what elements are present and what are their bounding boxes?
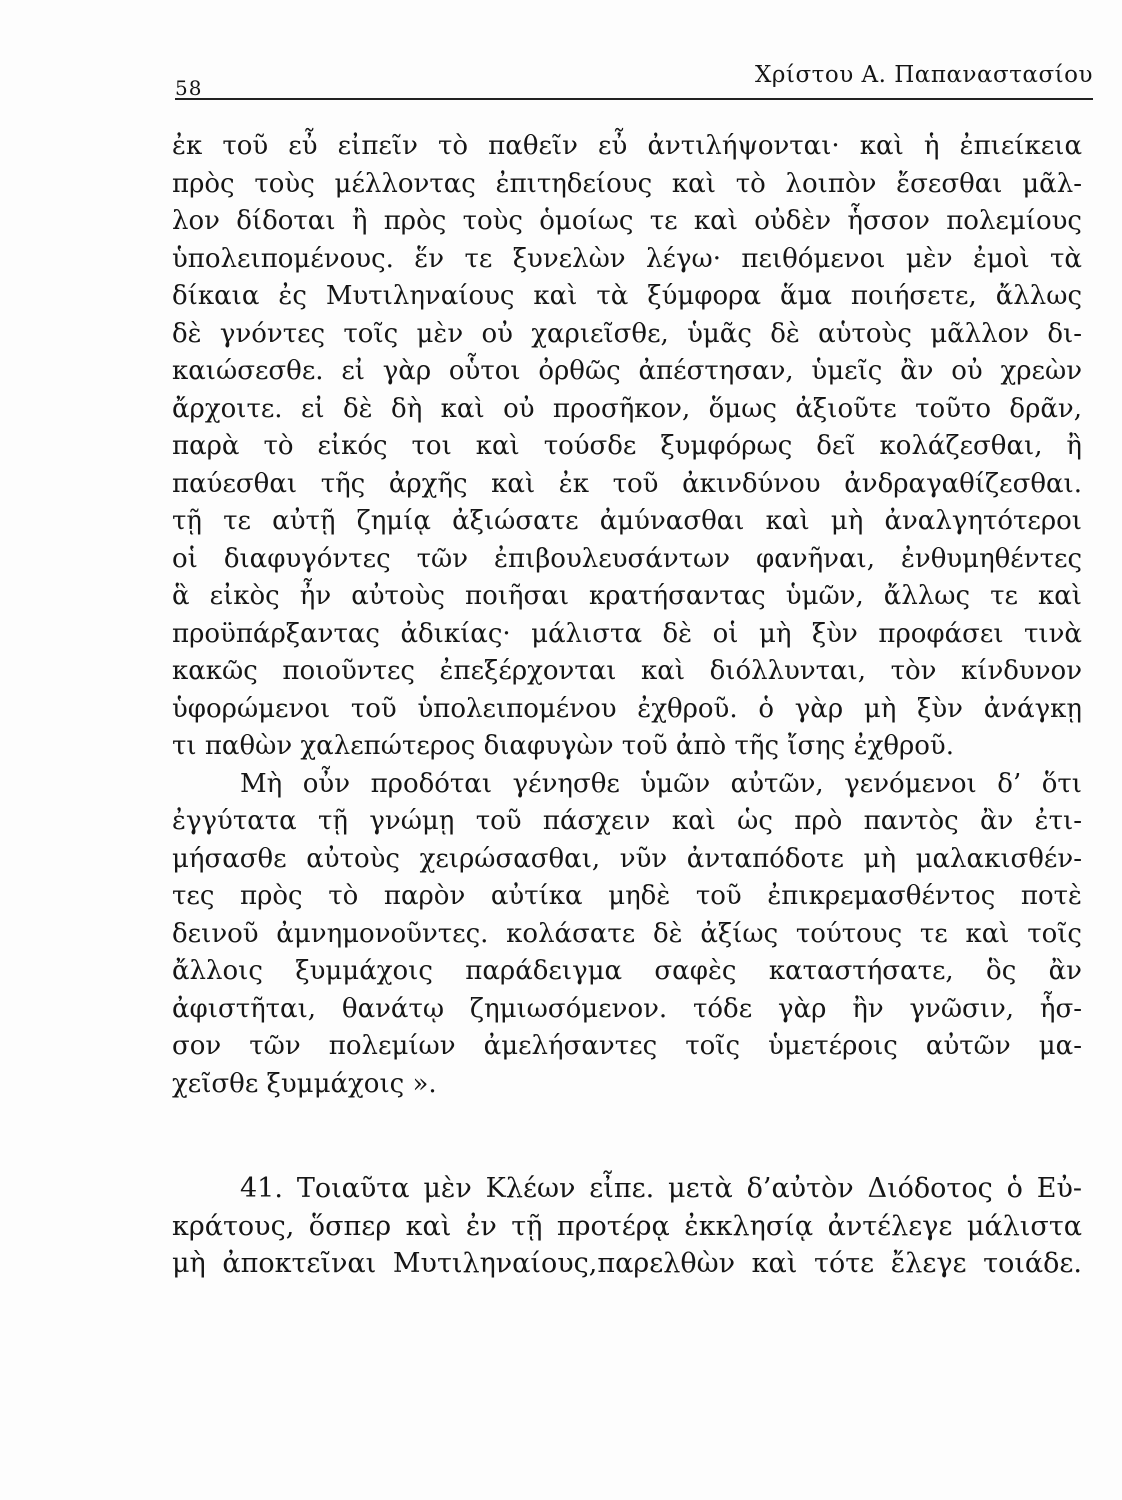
text-line: δίκαια ἐς Μυτιληναίους καὶ τὰ ξύμφορα ἅμα ποιήσετε, ἄλλως: [172, 281, 1082, 311]
text-line: οἱ διαφυγόντες τῶν ἐπιβουλευσάντων φανῆναι, ἐνθυμηθέντες: [172, 543, 1082, 574]
text-line: χεῖσθε ξυμμάχοις ».: [172, 1068, 437, 1099]
text-line: λον δίδοται ἢ πρὸς τοὺς ὁμοίως τε καὶ οὐδὲν ἧσσον πολεμίους: [172, 206, 1082, 236]
text-line: ἃ εἰκὸς ἦν αὐτοὺς ποιῆσαι κρατήσαντας ὑμῶν, ἄλλως τε καὶ: [172, 581, 1082, 611]
text-line: Μὴ οὖν προδόται γένησθε ὑμῶν αὐτῶν, γενόμενοι δ’ ὅτι: [240, 768, 1082, 799]
header-rule: [175, 98, 1093, 100]
text-line: δεινοῦ ἀμνημονοῦντες. κολάσατε δὲ ἀξίως τούτους τε καὶ τοῖς: [172, 918, 1082, 949]
running-head: [175, 62, 1093, 98]
text-line: κακῶς ποιοῦντες ἐπεξέρχονται καὶ διόλλυνται, τὸν κίνδυνον: [172, 656, 1082, 686]
body-text: [172, 128, 1082, 1283]
text-line: ἄλλοις ξυμμάχοις παράδειγμα σαφὲς καταστήσατε, ὃς ἂν: [172, 956, 1082, 986]
text-line: ὑπολειπομένους. ἕν τε ξυνελὼν λέγω· πειθόμενοι μὲν ἐμοὶ τὰ: [172, 243, 1082, 274]
text-line: ἐκ τοῦ εὖ εἰπεῖν τὸ παθεῖν εὖ ἀντιλήψονται· καὶ ἡ ἐπιείκεια: [172, 131, 1082, 161]
text-line: δὲ γνόντες τοῖς μὲν οὐ χαριεῖσθε, ὑμᾶς δὲ αὑτοὺς μᾶλλον δι-: [172, 318, 1082, 349]
page-number: 58: [175, 76, 203, 100]
text-line: ἀφιστῆται, θανάτῳ ζημιωσόμενον. τόδε γὰρ ἢν γνῶσιν, ἧσ-: [172, 993, 1082, 1024]
text-line: παύεσθαι τῆς ἀρχῆς καὶ ἐκ τοῦ ἀκινδύνου ἀνδραγαθίζεσθαι.: [172, 468, 1082, 499]
paragraph: [172, 766, 1082, 1104]
text-line: τι παθὼν χαλεπώτερος διαφυγὼν τοῦ ἀπὸ τῆς ἴσης ἐχθροῦ.: [172, 731, 954, 761]
text-line: μήσασθε αὐτοὺς χειρώσασθαι, νῦν ἀνταπόδοτε μὴ μαλακισθέν-: [172, 843, 1082, 874]
text-line: τῇ τε αὐτῇ ζημίᾳ ἀξιώσατε ἀμύνασθαι καὶ μὴ ἀναλγητότεροι: [172, 506, 1082, 536]
text-line: παρὰ τὸ εἰκός τοι καὶ τούσδε ξυμφόρως δεῖ κολάζεσθαι, ἢ: [172, 431, 1082, 461]
text-line: σον τῶν πολεμίων ἀμελήσαντες τοῖς ὑμετέροις αὐτῶν μα-: [172, 1031, 1082, 1061]
text-line: ἐγγύτατα τῇ γνώμῃ τοῦ πάσχειν καὶ ὡς πρὸ παντὸς ἂν ἐτι-: [172, 806, 1082, 836]
text-line: προϋπάρξαντας ἀδικίας· μάλιστα δὲ οἱ μὴ ξὺν προφάσει τινὰ: [172, 618, 1082, 649]
section-41-paragraph: [172, 1170, 1082, 1283]
section-gap: [172, 1103, 1082, 1170]
running-title: Χρίστου Α. Παπαναστασίου: [755, 62, 1093, 88]
text-line: ὑφορώμενοι τοῦ ὑπολειπομένου ἐχθροῦ. ὁ γὰρ μὴ ξὺν ἀνάγκῃ: [172, 693, 1082, 724]
text-line: καιώσεσθε. εἰ γὰρ οὗτοι ὀρθῶς ἀπέστησαν, ὑμεῖς ἂν οὐ χρεὼν: [172, 356, 1082, 386]
paragraph-continuation: [172, 128, 1082, 766]
text-line: ἄρχοιτε. εἰ δὲ δὴ καὶ οὐ προσῆκον, ὅμως ἀξιοῦτε τοῦτο δρᾶν,: [172, 393, 1082, 424]
text-line: τες πρὸς τὸ παρὸν αὐτίκα μηδὲ τοῦ ἐπικρεμασθέντος ποτὲ: [172, 881, 1082, 911]
text-line: κράτους, ὅσπερ καὶ ἐν τῇ προτέρᾳ ἐκκλησίᾳ ἀντέλεγε μάλιστα: [172, 1210, 1082, 1242]
text-line: 41. Τοιαῦτα μὲν Κλέων εἶπε. μετὰ δ’αὐτὸν Διόδοτος ὁ Εὐ-: [240, 1173, 1082, 1204]
text-line: μὴ ἀποκτεῖναι Μυτιληναίους,παρελθὼν καὶ τότε ἔλεγε τοιάδε.: [172, 1248, 1082, 1279]
text-line: πρὸς τοὺς μέλλοντας ἐπιτηδείους καὶ τὸ λοιπὸν ἔσεσθαι μᾶλ-: [172, 168, 1082, 199]
